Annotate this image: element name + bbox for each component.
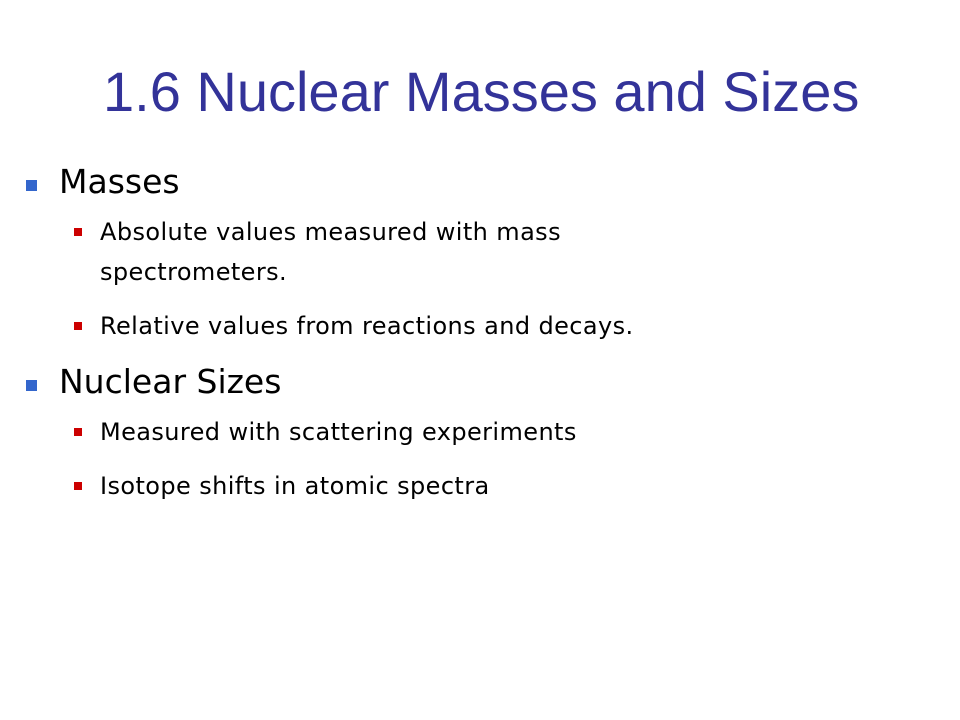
square-bullet-icon	[74, 228, 82, 236]
sub-bullet-list	[22, 412, 922, 506]
sub-bullet-text: Absolute values measured with mass spectrometers.	[100, 218, 561, 286]
bullet-group-nuclear-sizes	[22, 360, 922, 506]
square-bullet-icon	[26, 180, 37, 191]
square-bullet-icon	[74, 322, 82, 330]
square-bullet-icon	[74, 482, 82, 490]
square-bullet-icon	[26, 380, 37, 391]
bullet-item	[22, 160, 922, 204]
bullet-text: Masses	[59, 162, 180, 201]
slide-title: 1.6 Nuclear Masses and Sizes	[103, 60, 860, 123]
square-bullet-icon	[74, 428, 82, 436]
bullet-group-masses	[22, 160, 922, 346]
sub-bullet-item	[22, 412, 922, 452]
bullet-list	[22, 160, 922, 520]
sub-bullet-item	[22, 306, 922, 346]
sub-bullet-text: Measured with scattering experiments	[100, 418, 577, 446]
sub-bullet-item	[22, 466, 922, 506]
sub-bullet-text: Relative values from reactions and decays.	[100, 312, 634, 340]
bullet-item	[22, 360, 922, 404]
sub-bullet-item	[22, 212, 740, 292]
bullet-text: Nuclear Sizes	[59, 362, 282, 401]
sub-bullet-list	[22, 212, 922, 346]
sub-bullet-text: Isotope shifts in atomic spectra	[100, 472, 490, 500]
